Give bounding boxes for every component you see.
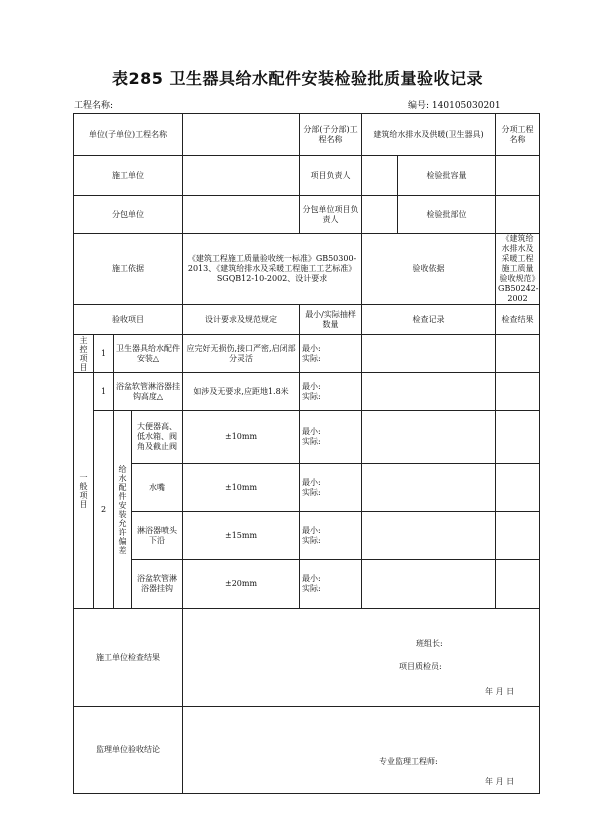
tolerance-value: ±20mm <box>183 560 300 609</box>
tolerance-record[interactable] <box>362 411 496 464</box>
project-name-label: 工程名称: <box>74 101 114 111</box>
general-row1-result[interactable] <box>496 373 540 411</box>
tolerance-record[interactable] <box>362 512 496 560</box>
general-row1-requirement: 如涉及无要求,应距地1.8米 <box>183 373 300 411</box>
page-title: 表285 卫生器具给水配件安装检验批质量验收记录 <box>112 69 483 88</box>
serial-number <box>408 98 501 111</box>
acceptance-basis-value: 《建筑给水排水及采暖工程施工质量验收规范》GB50242-2002 <box>496 234 540 305</box>
col-record: 检查记录 <box>362 305 496 335</box>
contractor-result-row <box>74 609 540 707</box>
sub-pm-value[interactable] <box>362 196 398 234</box>
sample-actual-label: 实际: <box>302 584 321 593</box>
inspector-label: 项目质检员: <box>399 662 442 671</box>
supervisor-result-row <box>74 707 540 794</box>
tolerance-value: ±10mm <box>183 411 300 464</box>
general-row2-num: 2 <box>94 411 114 609</box>
sample-min-label: 最小: <box>302 343 321 353</box>
tolerance-value: ±10mm <box>183 464 300 512</box>
tolerance-record[interactable] <box>362 464 496 512</box>
tolerance-group-label: 给水配件安装允许偏差 <box>114 411 132 609</box>
tolerance-row <box>74 560 540 609</box>
contractor-value[interactable] <box>183 156 300 196</box>
col-sample: 最小/实际抽样数量 <box>300 305 362 335</box>
general-row1-sample <box>300 373 362 411</box>
supervisor-result-label: 监理单位验收结论 <box>74 707 183 794</box>
tolerance-item: 大便器高、低水箱、阀角及截止阀 <box>132 411 183 464</box>
main-control-num: 1 <box>94 335 114 373</box>
subunit-value: 建筑给水排水及供暖(卫生器具) <box>362 114 496 156</box>
sample-actual-label: 实际: <box>302 353 321 363</box>
sample-actual-label: 实际: <box>302 391 321 401</box>
tolerance-row <box>74 411 540 464</box>
general-row1-item: 浴盆软管淋浴器挂钩高度△ <box>114 373 183 411</box>
tolerance-result[interactable] <box>496 560 540 609</box>
tolerance-row <box>74 512 540 560</box>
col-design: 设计要求及规范规定 <box>183 305 300 335</box>
sample-min-label: 最小: <box>302 477 321 487</box>
main-control-item: 卫生器具给水配件安装△ <box>114 335 183 373</box>
engineer-label: 专业监理工程师: <box>379 757 438 766</box>
sample-min-label: 最小: <box>302 525 321 535</box>
tolerance-item: 淋浴器喷头下沿 <box>132 512 183 560</box>
main-control-sample <box>300 335 362 373</box>
general-label: 一般项目 <box>74 373 94 609</box>
main-control-label: 主控项目 <box>74 335 94 373</box>
tolerance-sample <box>300 411 362 464</box>
pm-value[interactable] <box>362 156 398 196</box>
sample-min-label: 最小: <box>302 427 321 436</box>
sample-min-label: 最小: <box>302 574 321 583</box>
tolerance-result[interactable] <box>496 411 540 464</box>
sub-pm-label: 分包单位项目负责人 <box>300 196 362 234</box>
item-label: 分项工程名称 <box>501 124 534 144</box>
batch-capacity-label: 检验批容量 <box>398 156 496 196</box>
main-control-requirement: 应完好无损伤,接口严密,启闭部分灵活 <box>183 335 300 373</box>
contractor-label: 施工单位 <box>74 156 183 196</box>
main-control-record[interactable] <box>362 335 496 373</box>
sample-actual-label: 实际: <box>302 487 321 497</box>
supervisor-date: 年 月 日 <box>485 777 515 786</box>
tolerance-sample <box>300 464 362 512</box>
main-control-result[interactable] <box>496 335 540 373</box>
serial-value: 140105030201 <box>431 101 501 111</box>
batch-capacity-value[interactable] <box>496 156 540 196</box>
col-items: 验收项目 <box>74 305 183 335</box>
tolerance-result[interactable] <box>496 464 540 512</box>
batch-location-value[interactable] <box>496 196 540 234</box>
sample-min-label: 最小: <box>302 381 321 391</box>
tolerance-sample <box>300 560 362 609</box>
tolerance-item: 水嘴 <box>132 464 183 512</box>
sample-actual-label: 实际: <box>302 535 321 545</box>
tolerance-value: ±15mm <box>183 512 300 560</box>
inspection-form <box>73 113 540 794</box>
unit-label: 单位(子单位)工程名称 <box>74 114 183 156</box>
batch-location-label: 检验批部位 <box>398 196 496 234</box>
contractor-date: 年 月 日 <box>485 687 515 696</box>
tolerance-item: 浴盆软管淋浴器挂钩 <box>132 560 183 609</box>
general-row1-record[interactable] <box>362 373 496 411</box>
contractor-result-label: 施工单位检查结果 <box>74 609 183 707</box>
unit-value[interactable] <box>183 114 300 156</box>
acceptance-basis-label: 验收依据 <box>362 234 496 305</box>
general-row1-num: 1 <box>94 373 114 411</box>
contractor-result-area[interactable] <box>183 609 540 707</box>
tolerance-row <box>74 464 540 512</box>
basis-label: 施工依据 <box>74 234 183 305</box>
tolerance-result[interactable] <box>496 512 540 560</box>
serial-label: 编号: <box>408 101 430 111</box>
subunit-label: 分部(子分部)工程名称 <box>300 114 362 156</box>
sample-actual-label: 实际: <box>302 437 321 446</box>
pm-label: 项目负责人 <box>300 156 362 196</box>
item-name <box>496 114 540 156</box>
supervisor-result-area[interactable] <box>183 707 540 794</box>
sub-label: 分包单位 <box>74 196 183 234</box>
sub-value[interactable] <box>183 196 300 234</box>
main-control-row <box>74 335 540 373</box>
basis-value: 《建筑工程施工质量验收统一标准》GB50300-2013、《建筑给排水及采暖工程施工工艺标准》SGQB12-10-2002、设计要求 <box>183 234 362 305</box>
tolerance-record[interactable] <box>362 560 496 609</box>
tolerance-sample <box>300 512 362 560</box>
col-result: 检查结果 <box>496 305 540 335</box>
team-leader-label: 班组长: <box>416 639 443 648</box>
general-row-1 <box>74 373 540 411</box>
